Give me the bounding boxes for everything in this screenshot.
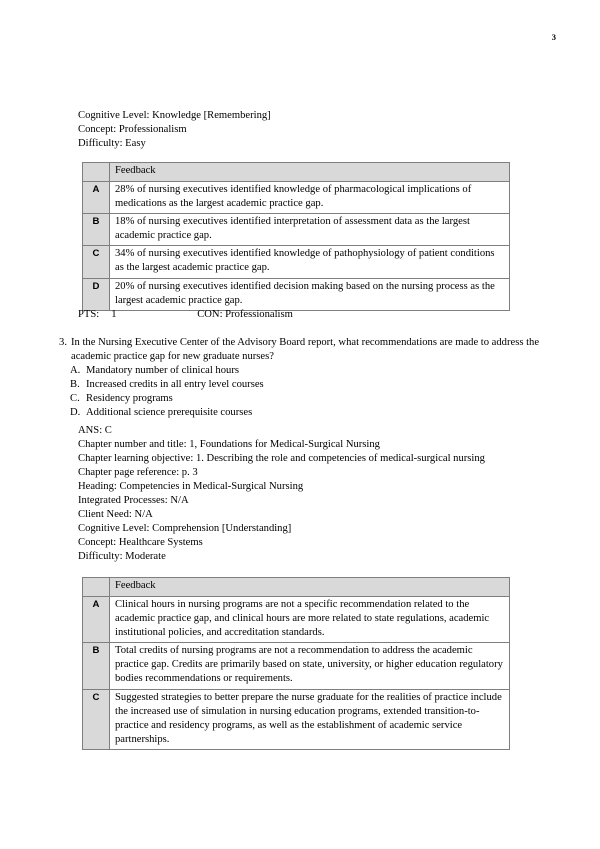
metadata-line-chapter-number-title: Chapter number and title: 1, Foundations for Medical-Surgical Nursing	[78, 439, 380, 451]
con-label: CON: Professionalism	[197, 309, 293, 320]
table-row-letter: D	[83, 278, 110, 310]
table-row-letter: B	[83, 214, 110, 246]
table-header-letter-cell	[83, 578, 110, 597]
option-a-text: Mandatory number of clinical hours	[86, 365, 239, 376]
page-number: 3	[551, 32, 556, 42]
table-row	[83, 278, 510, 310]
option-a-label: A.	[70, 365, 81, 376]
metadata-line-client-need: Client Need: N/A	[78, 509, 153, 521]
table-header-row	[83, 578, 510, 597]
metadata-line-heading: Heading: Competencies in Medical-Surgical Nursing	[78, 481, 304, 493]
metadata-block-question3	[78, 424, 485, 564]
table-row-feedback: Suggested strategies to better prepare the nurse graduate for the realities of practice include the increased use of simulation in nursing education programs, extended transition-to-practice and residency programs, as well as the establishment of academic service partnerships.	[110, 689, 510, 749]
table-row	[83, 689, 510, 749]
option-d-text: Additional science prerequisite courses	[86, 407, 253, 419]
option-c-text: Residency programs	[86, 393, 173, 405]
table-row-letter: B	[83, 643, 110, 689]
feedback-table-question2	[82, 162, 510, 311]
table-row-feedback: Total credits of nursing programs are not a recommendation to address the academic practice gap. Credits are primarily based on state, university, or higher education regulatory bodies recommendations or requirements.	[110, 643, 510, 689]
option-c-label: C.	[70, 393, 80, 405]
question-3	[45, 336, 565, 364]
table-row-feedback: 20% of nursing executives identified decision making based on the nursing process as the largest academic practice gap.	[110, 278, 510, 310]
table-row-letter: C	[83, 689, 110, 749]
metadata-line-difficulty: Difficulty: Moderate	[78, 551, 166, 563]
pts-value: 1	[111, 309, 117, 320]
table-row	[83, 597, 510, 643]
table-row-feedback: 28% of nursing executives identified knowledge of pharmacological implications of medications as the largest academic practice gap.	[110, 182, 510, 214]
option-d	[70, 406, 264, 420]
table-row	[83, 182, 510, 214]
metadata-line-ans: ANS: C	[78, 425, 112, 436]
feedback-table-question3	[82, 577, 510, 750]
pts-label: PTS:	[78, 309, 100, 320]
metadata-line-integrated-processes: Integrated Processes: N/A	[78, 495, 189, 507]
table-header-letter-cell	[83, 163, 110, 182]
table-row-letter: C	[83, 246, 110, 278]
metadata-line-concept: Concept: Healthcare Systems	[78, 537, 203, 549]
option-b-text: Increased credits in all entry level courses	[86, 379, 264, 391]
question-text: In the Nursing Executive Center of the Advisory Board report, what recommendations are made to address the academic practice gap for new graduate nurses?	[71, 337, 540, 363]
option-a	[70, 364, 264, 378]
metadata-line-chapter-learning-objective: Chapter learning objective: 1. Describing the role and competencies of medical-surgical nursing	[78, 453, 485, 465]
table-row	[83, 643, 510, 689]
question-3-options	[70, 364, 264, 420]
metadata-line-cognitive-level: Cognitive Level: Knowledge [Remembering]	[78, 110, 271, 121]
table-row	[83, 246, 510, 278]
metadata-line-cognitive-level: Cognitive Level: Comprehension [Understanding]	[78, 523, 292, 535]
pts-line	[78, 308, 293, 322]
table-header-row	[83, 163, 510, 182]
table-row-feedback: 34% of nursing executives identified knowledge of pathophysiology of patient conditions as the largest academic practice gap.	[110, 246, 510, 278]
table-row-feedback: Clinical hours in nursing programs are not a specific recommendation related to the academic practice gap, and clinical hours are more related to state regulations, academic institutional policies, and accreditation standards.	[110, 597, 510, 643]
table-header-feedback: Feedback	[110, 163, 510, 182]
option-c	[70, 392, 264, 406]
option-b	[70, 378, 264, 392]
option-b-label: B.	[70, 379, 80, 391]
metadata-line-concept: Concept: Professionalism	[78, 124, 187, 136]
table-row-letter: A	[83, 597, 110, 643]
metadata-block-question2	[78, 109, 271, 151]
table-row-letter: A	[83, 182, 110, 214]
metadata-line-chapter-page-reference: Chapter page reference: p. 3	[78, 467, 198, 479]
question-number: 3.	[59, 337, 67, 348]
table-header-feedback: Feedback	[110, 578, 510, 597]
table-row-feedback: 18% of nursing executives identified interpretation of assessment data as the largest academic practice gap.	[110, 214, 510, 246]
option-d-label: D.	[70, 407, 81, 419]
metadata-line-difficulty: Difficulty: Easy	[78, 138, 146, 150]
table-row	[83, 214, 510, 246]
